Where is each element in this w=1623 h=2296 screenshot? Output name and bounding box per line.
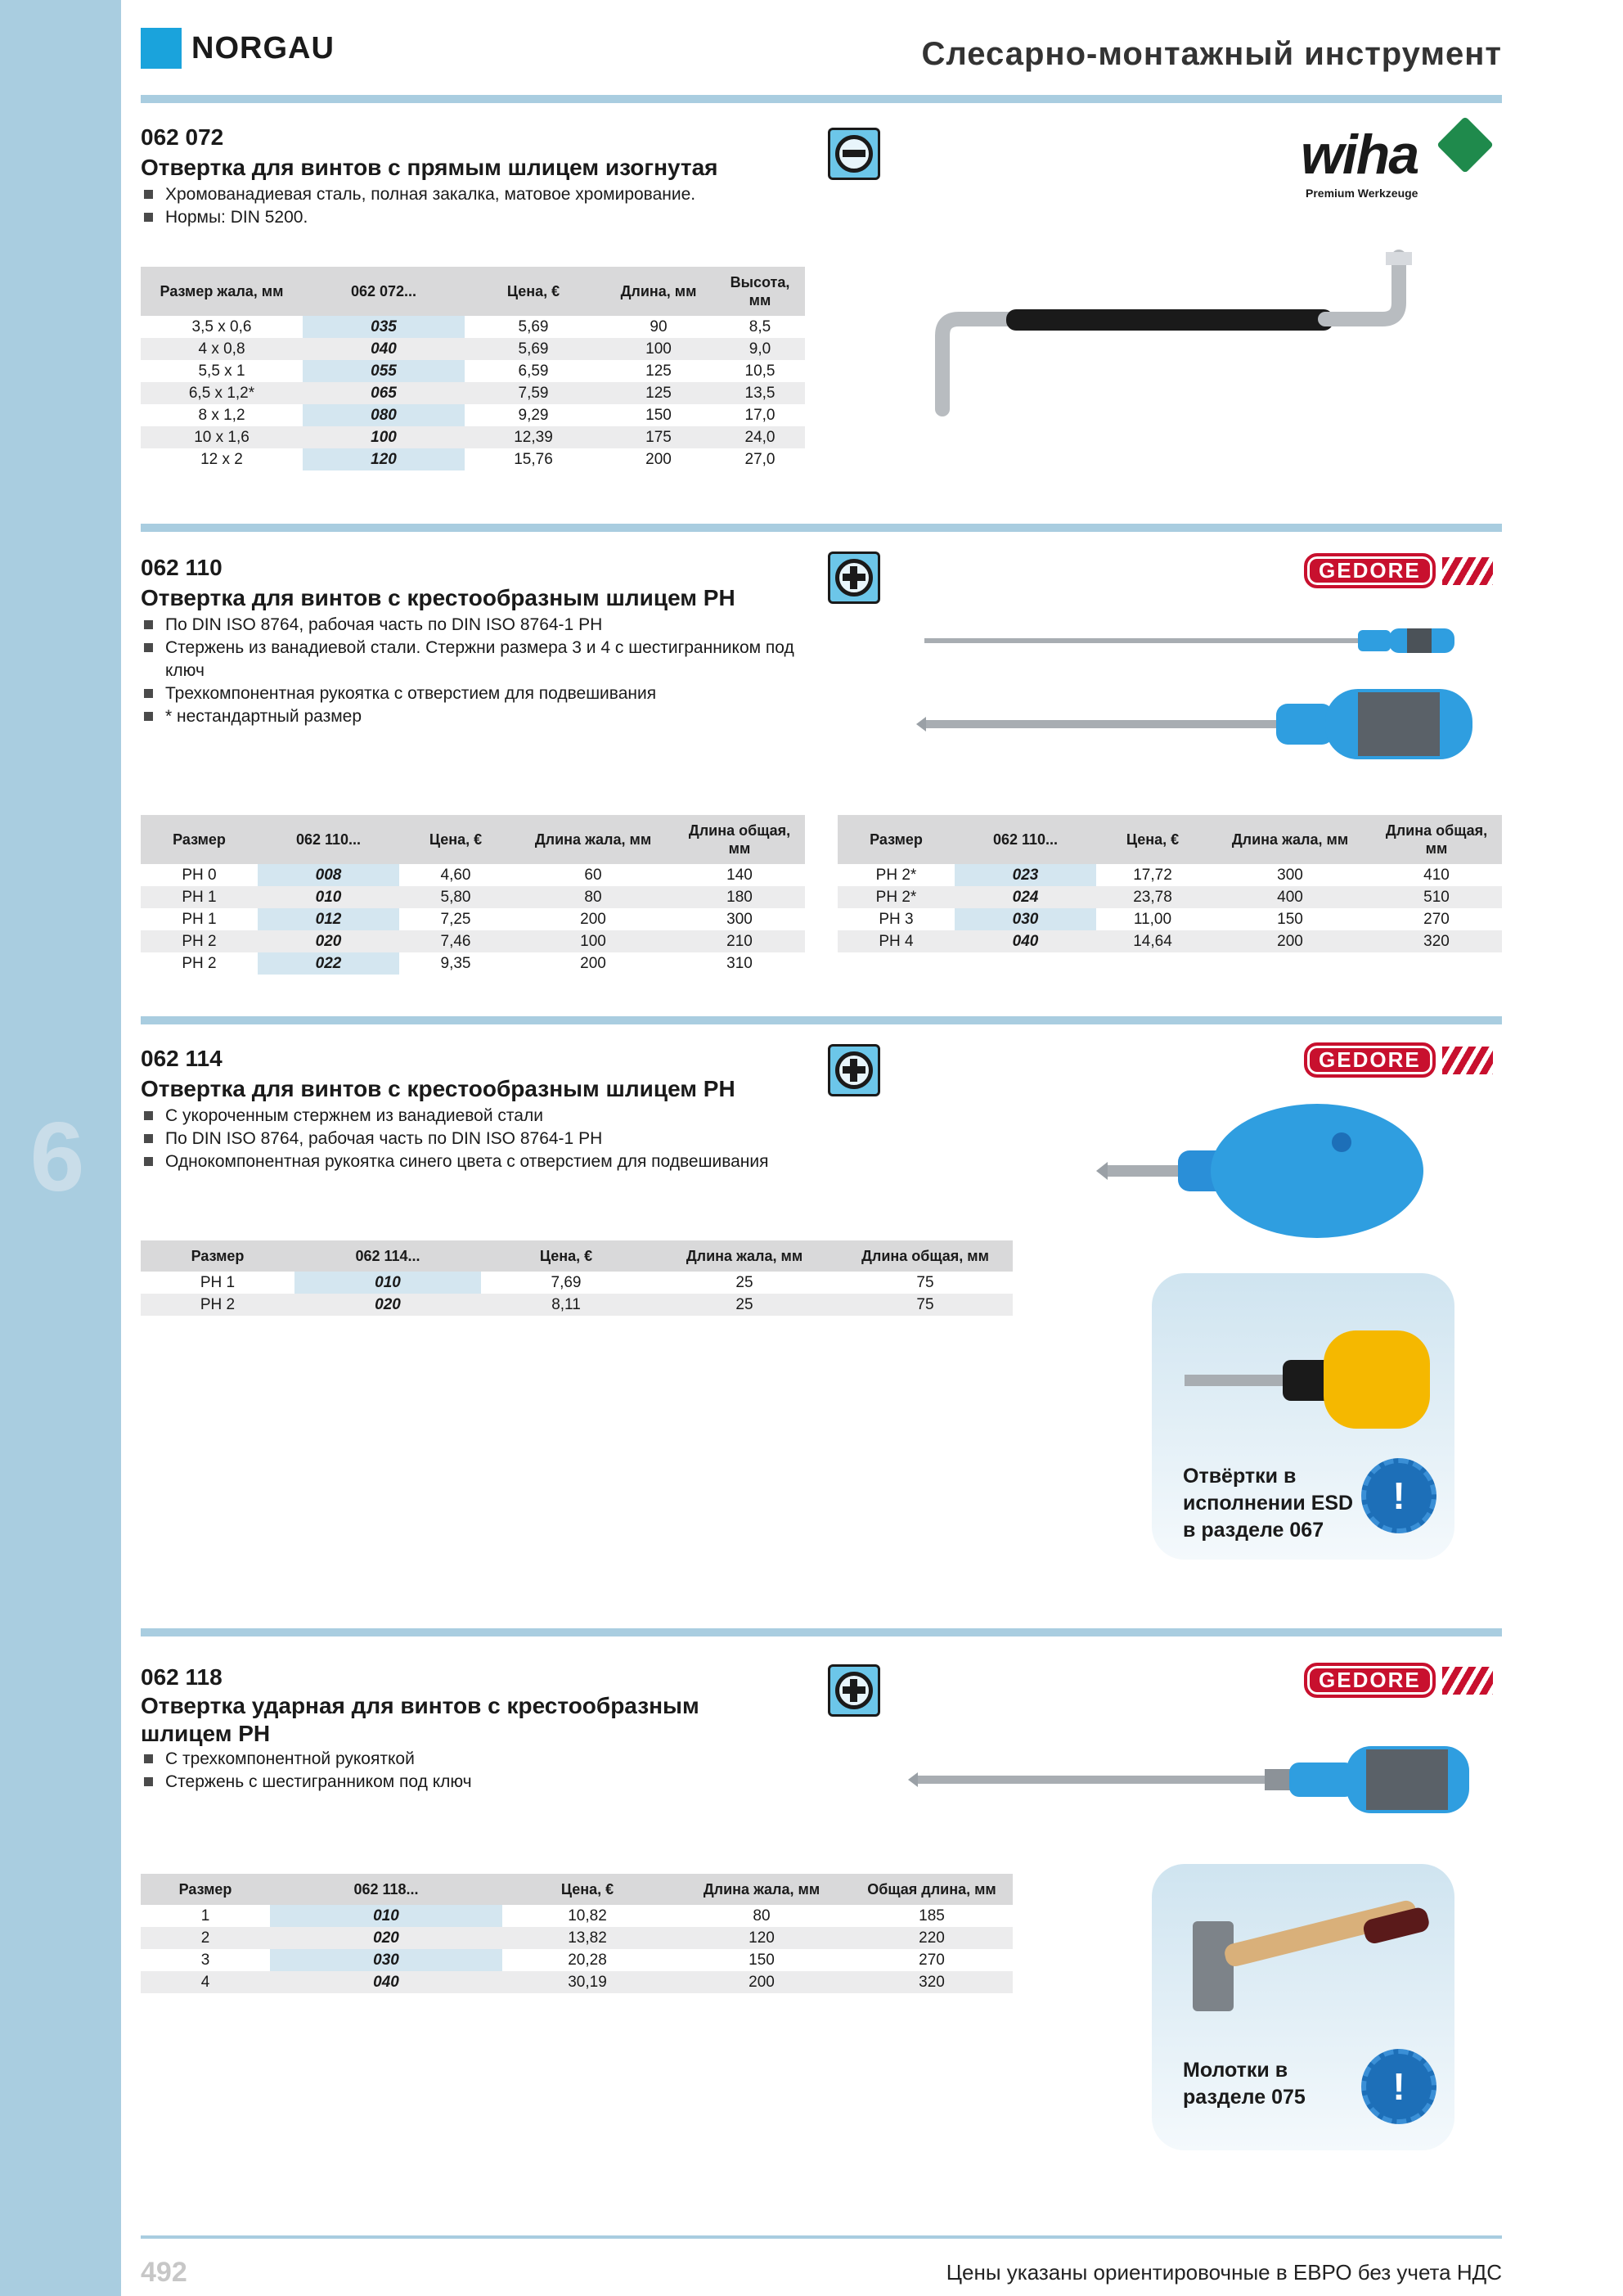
table-row: [141, 1949, 1013, 1971]
table-row: [141, 1294, 1013, 1316]
section-divider: [141, 1628, 1502, 1636]
article-code-cell: 080: [303, 404, 465, 426]
table-cell: 200: [1209, 930, 1371, 952]
hammer-promo-card[interactable]: [1152, 1864, 1454, 2150]
brand-square-icon: [141, 28, 182, 69]
article-code-cell: 055: [303, 360, 465, 382]
table-cell: 5,69: [518, 317, 549, 335]
article-code-cell: 040: [270, 1971, 502, 1993]
phillips-screwdrivers-image: [916, 614, 1489, 777]
feature-item: Однокомпонентная рукоятка синего цвета с отверстием для подвешивания: [141, 1150, 812, 1173]
table-cell: 17,72: [1133, 866, 1172, 884]
table-row: [838, 908, 1502, 930]
gedore-logo: [1304, 1042, 1493, 1078]
section-code: 062 110: [141, 555, 223, 580]
column-header: Длина жала, мм: [672, 1874, 851, 1905]
table-cell: 20,28: [568, 1951, 607, 1969]
table-cell: 75: [838, 1294, 1013, 1316]
table-cell: 4,60: [440, 866, 471, 884]
page-title: Слесарно-монтажный инструмент: [921, 36, 1502, 72]
feature-item: Нормы: DIN 5200.: [141, 206, 812, 229]
column-header: Цена, €: [481, 1240, 651, 1272]
table-cell: 125: [645, 362, 672, 380]
table-cell: 25: [651, 1294, 838, 1316]
section-title: Отвертка ударная для винтов с крестообразным шлицем PH: [141, 1693, 699, 1746]
feature-list: [141, 1748, 812, 1794]
table-row: [141, 908, 805, 930]
feature-list: [141, 183, 812, 229]
article-code-cell: 024: [955, 886, 1096, 908]
table-row: [141, 382, 805, 404]
spec-table: [141, 267, 805, 470]
wiha-tagline: Premium Werkzeuge: [1306, 187, 1418, 200]
table-cell: 140: [726, 866, 753, 884]
column-header: 062 118...: [270, 1874, 502, 1905]
feature-item: Хромованадиевая сталь, полная закалка, матовое хромирование.: [141, 183, 812, 206]
feature-list: [141, 1105, 812, 1173]
table-cell: 9,35: [440, 954, 471, 972]
article-code-cell: 010: [258, 886, 399, 908]
plus-slot-icon: [828, 1044, 880, 1096]
hammer-image: [1176, 1897, 1438, 2036]
plus-slot-icon: [828, 1664, 880, 1717]
table-cell: 150: [645, 406, 672, 424]
article-code-cell: 010: [270, 1905, 502, 1927]
table-cell: 200: [580, 954, 606, 972]
table-cell: 2: [141, 1927, 270, 1949]
table-row: [838, 886, 1502, 908]
article-code-cell: 020: [270, 1927, 502, 1949]
table-row: [838, 864, 1502, 886]
column-header: Цена, €: [1096, 815, 1209, 864]
article-code-cell: 030: [270, 1949, 502, 1971]
table-cell: 200: [645, 450, 672, 468]
table-cell: 7,59: [465, 382, 602, 404]
table-row: [141, 930, 805, 952]
table-cell: 30,19: [502, 1971, 672, 1993]
table-row: [141, 404, 805, 426]
gedore-stripes-icon: [1442, 1047, 1493, 1074]
table-cell: 8,5: [749, 317, 771, 335]
offset-screwdriver-image: [924, 245, 1448, 434]
article-code-cell: 022: [258, 952, 399, 975]
table-cell: 400: [1209, 886, 1371, 908]
column-header: 062 114...: [294, 1240, 481, 1272]
table-cell: 300: [1277, 866, 1303, 884]
promo-text: Отвёртки в исполнении ESD в разделе 067: [1183, 1465, 1354, 1542]
table-cell: 410: [1423, 866, 1450, 884]
table-cell: PH 2: [141, 1294, 294, 1316]
section-divider: [141, 1016, 1502, 1024]
section-title: Отвертка для винтов с прямым шлицем изогнутая: [141, 155, 718, 180]
gedore-stripes-icon: [1442, 1667, 1493, 1695]
table-cell: 7,46: [399, 930, 512, 952]
table-cell: 175: [602, 426, 715, 448]
table-cell: PH 2*: [838, 886, 955, 908]
section-code: 062 072: [141, 124, 224, 150]
table-cell: 1: [200, 1907, 210, 1925]
left-sidebar: [0, 0, 121, 2296]
table-cell: 12,39: [465, 426, 602, 448]
table-cell: 80: [512, 886, 674, 908]
wiha-wordmark: wiha: [1301, 124, 1418, 186]
table-cell: PH 0: [182, 866, 217, 884]
table-cell: 220: [851, 1927, 1013, 1949]
table-cell: PH 1: [182, 910, 217, 928]
column-header: Общая длина, мм: [851, 1874, 1013, 1905]
table-cell: 3,5 x 0,6: [191, 317, 252, 335]
table-cell: 6,59: [518, 362, 549, 380]
article-code-cell: 020: [258, 930, 399, 952]
chapter-number: 6: [29, 1102, 85, 1212]
spec-table-right: [838, 815, 1502, 952]
table-row: [141, 1927, 1013, 1949]
table-cell: 210: [674, 930, 805, 952]
table-cell: PH 3: [879, 910, 914, 928]
spec-table: [141, 1874, 1013, 1993]
column-header: Размер: [141, 1874, 270, 1905]
column-header: Размер жала, мм: [141, 267, 303, 316]
article-code-cell: 040: [303, 338, 465, 360]
yellow-screwdriver-image: [1176, 1306, 1438, 1429]
header-divider: [141, 95, 1502, 103]
table-row: [141, 1971, 1013, 1993]
feature-item: С трехкомпонентной рукояткой: [141, 1748, 812, 1771]
table-cell: 8,11: [481, 1294, 651, 1316]
table-cell: 25: [735, 1273, 753, 1291]
table-row: [141, 316, 805, 338]
column-header: Длина жала, мм: [512, 815, 674, 864]
article-code-cell: 020: [294, 1294, 481, 1316]
table-cell: 9,29: [518, 406, 549, 424]
table-row: [141, 360, 805, 382]
table-cell: 7,69: [551, 1273, 582, 1291]
brand-logo: [141, 28, 335, 69]
table-cell: 180: [674, 886, 805, 908]
column-header: Размер: [838, 815, 955, 864]
column-header: Длина, мм: [602, 267, 715, 316]
table-cell: 12 x 2: [200, 450, 243, 468]
table-cell: 200: [580, 910, 606, 928]
feature-item: * нестандартный размер: [141, 705, 812, 728]
info-badge-icon: !: [1361, 2049, 1436, 2124]
article-code-cell: 008: [258, 864, 399, 886]
table-cell: 10,82: [568, 1907, 607, 1925]
table-cell: PH 1: [200, 1273, 236, 1291]
table-cell: PH 2: [182, 954, 217, 972]
column-header: 062 110...: [955, 815, 1096, 864]
page-number: 492: [141, 2257, 187, 2288]
table-cell: PH 4: [838, 930, 955, 952]
article-code-cell: 035: [303, 316, 465, 338]
table-cell: 4 x 0,8: [141, 338, 303, 360]
table-cell: 60: [584, 866, 602, 884]
gedore-wordmark: GEDORE: [1304, 553, 1436, 588]
table-row: [141, 1272, 1013, 1294]
feature-item: По DIN ISO 8764, рабочая часть по DIN ISO 8764-1 PH: [141, 614, 812, 637]
table-cell: PH 2*: [875, 866, 917, 884]
column-header: Длина общая, мм: [1371, 815, 1502, 864]
table-cell: 100: [512, 930, 674, 952]
footer-divider: [141, 2235, 1502, 2239]
table-cell: 150: [749, 1951, 775, 1969]
table-cell: 320: [851, 1971, 1013, 1993]
column-header: Размер: [141, 815, 258, 864]
table-row: [141, 338, 805, 360]
article-code-cell: 012: [258, 908, 399, 930]
column-header: Длина жала, мм: [651, 1240, 838, 1272]
column-header: Цена, €: [502, 1874, 672, 1905]
table-cell: 9,0: [715, 338, 805, 360]
column-header: Длина общая, мм: [838, 1240, 1013, 1272]
table-cell: 7,25: [440, 910, 471, 928]
stubby-screwdriver-image: [1096, 1093, 1440, 1249]
table-row: [141, 448, 805, 470]
table-cell: 150: [1277, 910, 1303, 928]
feature-item: По DIN ISO 8764, рабочая часть по DIN ISO 8764-1 PH: [141, 1128, 812, 1150]
table-cell: 75: [916, 1273, 934, 1291]
gedore-stripes-icon: [1442, 557, 1493, 585]
table-cell: 90: [650, 317, 668, 335]
column-header: Цена, €: [465, 267, 602, 316]
section-code: 062 118: [141, 1664, 223, 1690]
table-cell: 13,82: [502, 1927, 672, 1949]
table-cell: 4: [141, 1971, 270, 1993]
table-cell: 200: [672, 1971, 851, 1993]
table-cell: 13,5: [715, 382, 805, 404]
article-code-cell: 065: [303, 382, 465, 404]
table-cell: 125: [602, 382, 715, 404]
section-divider: [141, 524, 1502, 532]
section-code: 062 114: [141, 1046, 223, 1071]
table-row: [141, 952, 805, 975]
gedore-logo: [1304, 553, 1493, 588]
table-row: [141, 1905, 1013, 1927]
info-badge-icon: !: [1361, 1458, 1436, 1533]
wiha-logo: [1301, 123, 1418, 200]
table-cell: PH 2: [141, 930, 258, 952]
article-code-cell: 100: [303, 426, 465, 448]
table-cell: 23,78: [1096, 886, 1209, 908]
gedore-wordmark: GEDORE: [1304, 1663, 1436, 1698]
table-row: [141, 886, 805, 908]
column-header: 062 072...: [303, 267, 465, 316]
table-cell: 320: [1371, 930, 1502, 952]
table-row: [141, 426, 805, 448]
column-header: Длина жала, мм: [1209, 815, 1371, 864]
brand-name: NORGAU: [191, 30, 335, 65]
table-cell: 310: [726, 954, 753, 972]
table-row: [838, 930, 1502, 952]
table-cell: 300: [726, 910, 753, 928]
table-cell: 3: [200, 1951, 210, 1969]
promo-text: Молотки в разделе 075: [1183, 2059, 1306, 2109]
gedore-logo: [1304, 1663, 1493, 1698]
esd-promo-card[interactable]: [1152, 1273, 1454, 1560]
table-cell: 24,0: [715, 426, 805, 448]
table-cell: 27,0: [744, 450, 776, 468]
wiha-badge-icon: [1436, 116, 1494, 173]
feature-item: С укороченным стержнем из ванадиевой стали: [141, 1105, 812, 1128]
gedore-wordmark: GEDORE: [1304, 1042, 1436, 1078]
impact-screwdriver-image: [908, 1735, 1481, 1825]
feature-item: Стержень с шестигранником под ключ: [141, 1771, 812, 1794]
article-code-cell: 120: [303, 448, 465, 470]
feature-item: Трехкомпонентная рукоятка с отверстием для подвешивания: [141, 682, 812, 705]
table-cell: 270: [1423, 910, 1450, 928]
table-cell: 8 x 1,2: [198, 406, 245, 424]
column-header: 062 110...: [258, 815, 399, 864]
column-header: Длина общая, мм: [674, 815, 805, 864]
article-code-cell: 030: [955, 908, 1096, 930]
column-header: Высота, мм: [715, 267, 805, 316]
column-header: Цена, €: [399, 815, 512, 864]
article-code-cell: 010: [294, 1272, 481, 1294]
spec-table: [141, 1240, 1013, 1316]
article-code-cell: 023: [955, 864, 1096, 886]
table-cell: 14,64: [1096, 930, 1209, 952]
article-code-cell: 040: [955, 930, 1096, 952]
table-cell: 5,69: [465, 338, 602, 360]
table-cell: 10,5: [744, 362, 776, 380]
table-cell: 185: [919, 1907, 945, 1925]
table-cell: 5,5 x 1: [198, 362, 245, 380]
table-cell: 11,00: [1133, 910, 1172, 928]
table-cell: PH 1: [141, 886, 258, 908]
table-cell: 100: [602, 338, 715, 360]
spec-table-left: [141, 815, 805, 975]
table-cell: 17,0: [744, 406, 776, 424]
minus-slot-icon: [828, 128, 880, 180]
feature-list: [141, 614, 812, 728]
column-header: Размер: [141, 1240, 294, 1272]
table-cell: 5,80: [399, 886, 512, 908]
feature-item: Стержень из ванадиевой стали. Стержни размера 3 и 4 с шестигранником под ключ: [141, 637, 812, 682]
table-cell: 15,76: [514, 450, 553, 468]
section-title: Отвертка для винтов с крестообразным шлицем PH: [141, 585, 735, 610]
table-cell: 10 x 1,6: [141, 426, 303, 448]
table-cell: 120: [672, 1927, 851, 1949]
section-title: Отвертка для винтов с крестообразным шлицем PH: [141, 1076, 735, 1101]
table-cell: 510: [1371, 886, 1502, 908]
plus-slot-icon: [828, 551, 880, 604]
table-cell: 80: [753, 1907, 771, 1925]
table-cell: 6,5 x 1,2*: [141, 382, 303, 404]
price-note: Цены указаны ориентировочные в ЕВРО без учета НДС: [946, 2260, 1502, 2285]
table-row: [141, 864, 805, 886]
table-cell: 270: [919, 1951, 945, 1969]
